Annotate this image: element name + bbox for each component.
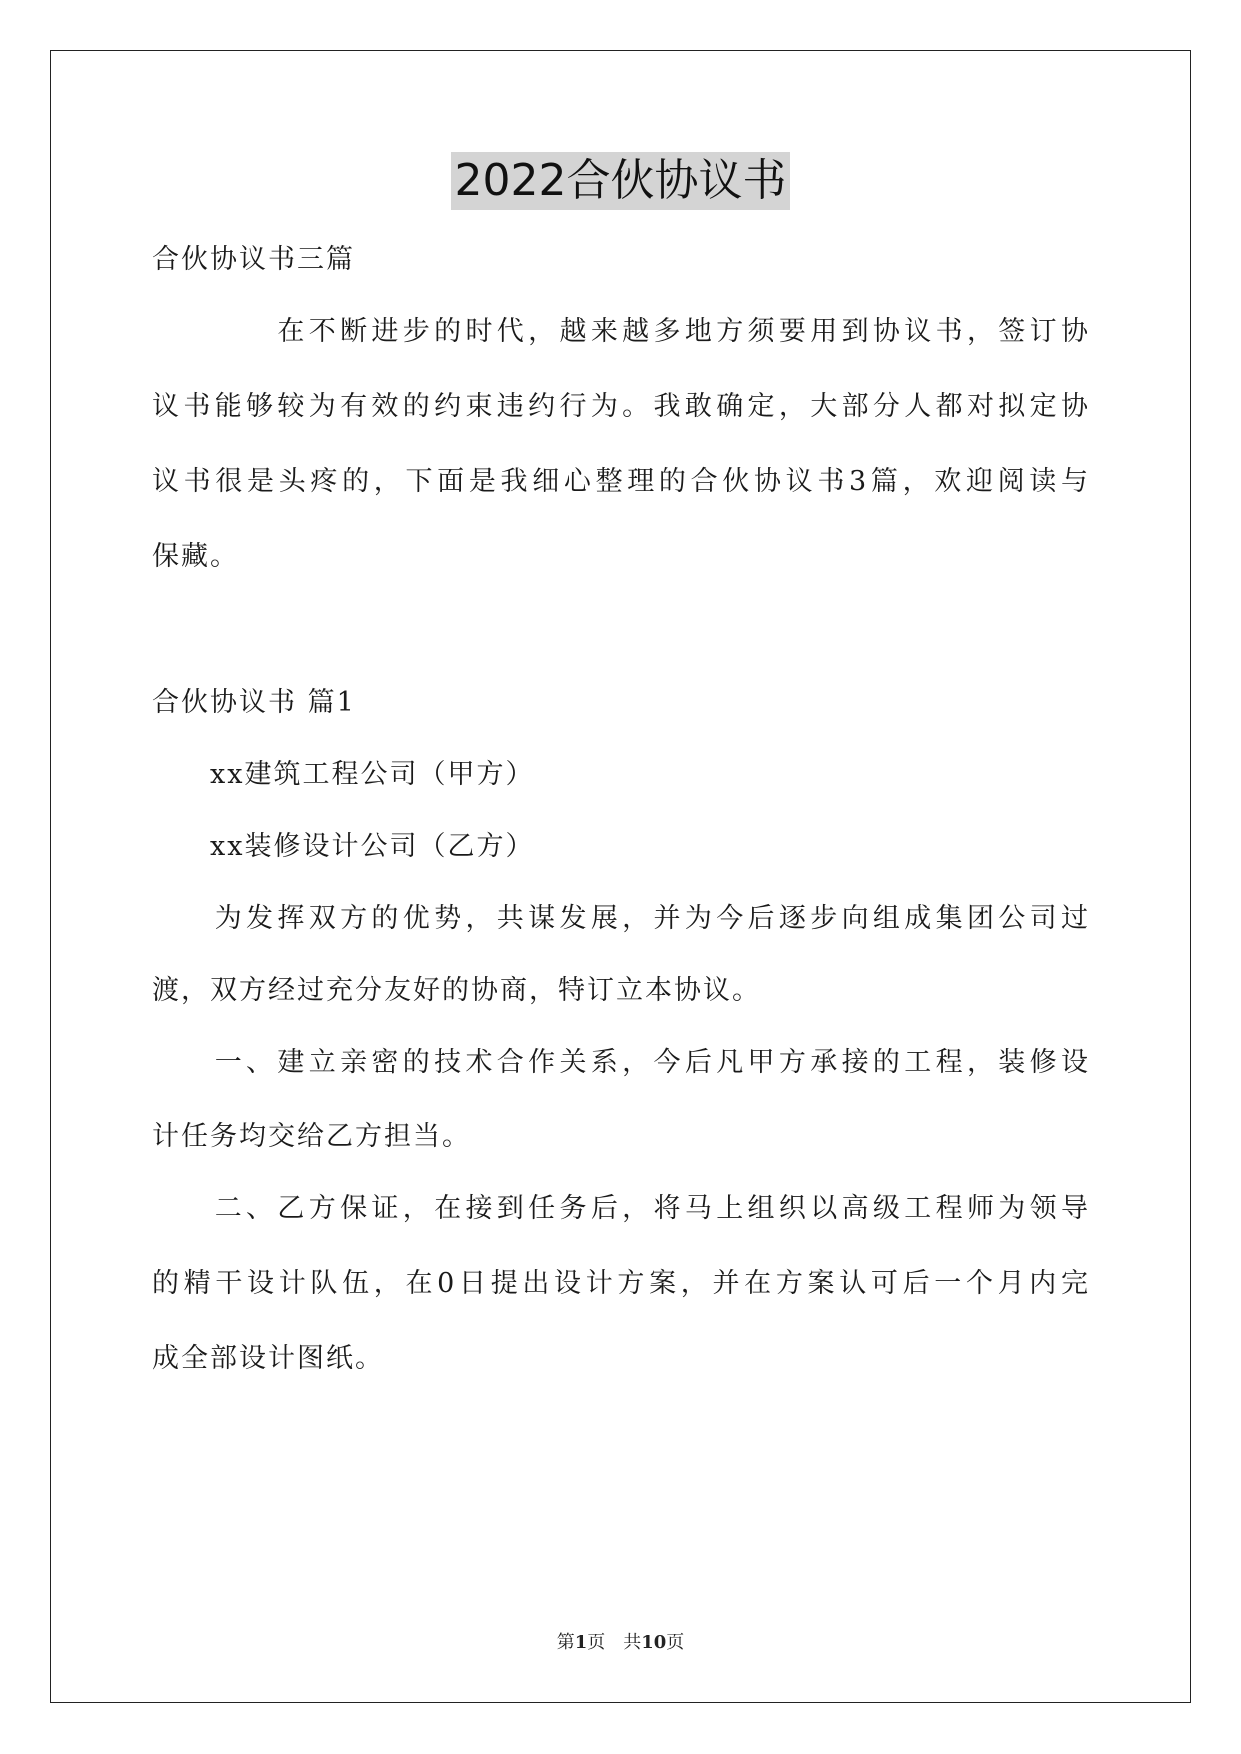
party-b-line: xx装修设计公司（乙方）: [152, 831, 535, 862]
footer-suffix: 页: [666, 1632, 685, 1653]
party-a-line: xx建筑工程公司（甲方）: [152, 759, 535, 790]
subtitle-line: 合伙协议书三篇: [152, 244, 355, 275]
paragraph-line: 为发挥双方的优势，共谋发展，并为今后逐步向组成集团公司过: [152, 903, 1090, 934]
page-footer: [0, 1631, 1241, 1655]
paragraph-line: 议书能够较为有效的约束违约行为。我敢确定，大部分人都对拟定协: [152, 391, 1090, 422]
footer-mid: 页 共: [587, 1632, 642, 1653]
total-pages-number: 10: [641, 1632, 667, 1653]
current-page-number: 1: [574, 1632, 588, 1653]
paragraph-line: 在不断进步的时代，越来越多地方须要用到协议书，签订协: [152, 316, 1090, 347]
section-heading: 合伙协议书 篇1: [152, 687, 356, 718]
paragraph-line: 议书很是头疼的，下面是我细心整理的合伙协议书3篇，欢迎阅读与: [152, 466, 1090, 497]
clause-line: 的精干设计队伍，在0日提出设计方案，并在方案认可后一个月内完: [152, 1268, 1090, 1299]
paragraph-line: 保藏。: [152, 541, 239, 572]
clause-line: 二、乙方保证，在接到任务后，将马上组织以高级工程师为领导: [152, 1193, 1090, 1224]
clause-line: 计任务均交给乙方担当。: [152, 1121, 471, 1152]
footer-prefix: 第: [556, 1632, 575, 1653]
paragraph-line: 渡，双方经过充分友好的协商，特订立本协议。: [152, 975, 761, 1006]
page-border: [50, 50, 1191, 1703]
clause-line: 一、建立亲密的技术合作关系，今后凡甲方承接的工程，装修设: [152, 1047, 1090, 1078]
document-title: 2022合伙协议书: [451, 152, 791, 210]
title-wrap: [0, 152, 1241, 210]
clause-line: 成全部设计图纸。: [152, 1343, 384, 1374]
